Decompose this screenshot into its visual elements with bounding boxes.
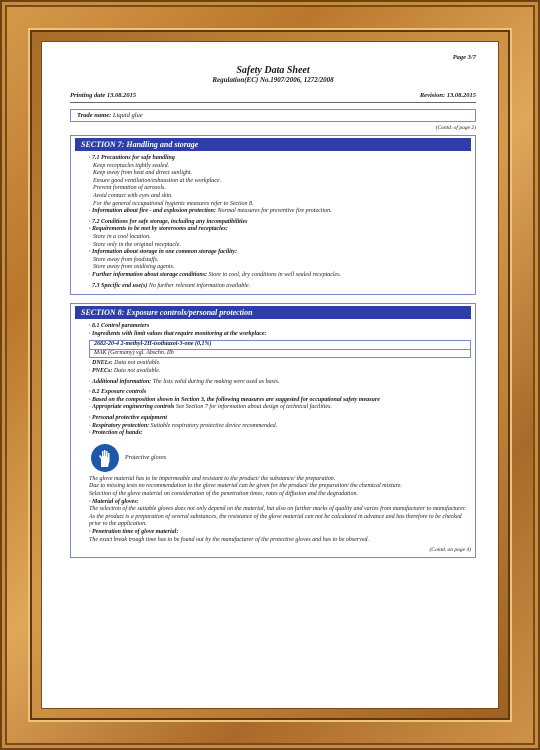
continued-on: (Contd. on page 4) <box>429 547 471 554</box>
mak-row: MAK (Germany) vgl. Abschn. IIb <box>94 349 174 356</box>
penetration-label: · Penetration time of glove material: <box>89 528 179 535</box>
material-text: The selection of the suitable gloves does not only depend on the material, but also on further marks of quality and varies from manufacturer to manufacturer. As the product is a preparation of several substances, the resistance of the glove material can not be calculated in advance and has therefore to be checked prior to the application. <box>89 506 467 528</box>
meta-row <box>70 92 476 103</box>
further-storage-line: · Further information about storage conditions: Store in cool, dry conditions in well sealed receptacles. <box>89 271 342 278</box>
continued-from: (Contd. of page 2) <box>435 125 476 131</box>
text-line: Prevent formation of aerosols. <box>93 185 166 192</box>
heading-8-1: · 8.1 Control parameters <box>89 323 150 330</box>
text-line: Store away from oxidising agents. <box>93 264 175 271</box>
text-line: Avoid contact with eyes and skin. <box>93 192 173 199</box>
trade-name-label: Trade name: <box>77 112 112 119</box>
respiratory-line: · Respiratory protection: Suitable respiratory protective device recommended. <box>89 422 278 429</box>
glove-paragraph: Due to missing tests no recommendation to the glove material can be given for the product/ the preparation/ the chemical mixture. <box>89 483 402 490</box>
based-on-composition-line: · Based on the composition shown in Section 3, the following measures are suggested for occupational safety measure <box>89 396 380 403</box>
section-8-title: SECTION 8: Exposure controls/personal protection <box>75 306 471 319</box>
additional-info-line: · Additional information: The lists valid during the making were used as basis. <box>89 378 280 385</box>
common-storage-label: · Information about storage in one common storage facility: <box>89 249 238 256</box>
storeroom-requirements-label: · Requirements to be met by storerooms and receptacles: <box>89 226 228 233</box>
glove-pictogram-row <box>91 444 471 472</box>
page-number: Page 3/7 <box>452 54 476 61</box>
section-7-title: SECTION 7: Handling and storage <box>75 138 471 151</box>
fire-protection-line: · Information about fire - and explosion protection: Normal measures for preventive fire protection. <box>89 208 332 215</box>
text-line: Ensure good ventilation/exhaustion at the workplace. <box>93 177 222 184</box>
section-8 <box>70 303 476 558</box>
heading-8-2: · 8.2 Exposure controls <box>89 389 147 396</box>
penetration-text: The exact break trough time has to be found out by the manufacturer of the protective gloves and has to be observed. <box>89 536 370 543</box>
ingredient-row: 2682-20-4 2-methyl-2H-isothiazol-3-one (0,1%) <box>90 341 470 350</box>
heading-7-2: · 7.2 Conditions for safe storage, including any incompatibilities <box>89 218 248 225</box>
text-line: Store in a cool location. <box>93 233 151 240</box>
ingredients-label: · Ingredients with limit values that require monitoring at the workplace: <box>89 330 267 337</box>
material-label: · Material of gloves: <box>89 498 139 505</box>
engineering-controls-line: · Appropriate engineering controls See Section 7 for information about design of technical facilities. <box>89 404 332 411</box>
text-line: Store only in the original receptacle. <box>93 241 181 248</box>
heading-7-1: · 7.1 Precautions for safe handling <box>89 155 175 161</box>
glove-paragraph: The glove material has to be impermeable and resistant to the product/ the substance/ the preparation. <box>89 475 336 482</box>
dnels-line: · DNELs: Data not available. <box>89 360 161 367</box>
regulation-subtitle: Regulation(EC) No.1907/2006, 1272/2008 <box>212 76 334 84</box>
text-line: Keep away from heat and direct sunlight. <box>93 170 193 177</box>
text-line: Keep receptacles tightly sealed. <box>93 162 170 169</box>
printing-date: Printing date 13.08.2015 <box>70 92 137 99</box>
trade-name-value: Liquid glue <box>112 112 143 119</box>
protective-gloves-label: Protective gloves <box>125 454 167 461</box>
hands-label: · Protection of hands: <box>89 430 143 437</box>
text-line: Store away from foodstuffs. <box>93 256 159 263</box>
glove-paragraph: Selection of the glove material on consideration of the penetration times, rates of diffusion and the degradation. <box>89 491 358 497</box>
pnecs-line: · PNECs: Data not available. <box>89 368 161 375</box>
text-line: For the general occupational hygienic measures refer to Section 8. <box>93 200 254 207</box>
document-page <box>42 42 498 708</box>
ingredient-table <box>89 340 471 358</box>
ppe-label: · Personal protective equipment <box>89 415 167 422</box>
heading-7-3: · 7.3 Specific end use(s) No further relevant information available. <box>89 282 251 289</box>
section-7 <box>70 135 476 295</box>
document-title: Safety Data Sheet <box>236 65 310 76</box>
revision-date: Revision: 13.08.2015 <box>419 92 476 99</box>
protective-gloves-icon <box>91 444 119 472</box>
trade-name-box <box>70 109 476 122</box>
